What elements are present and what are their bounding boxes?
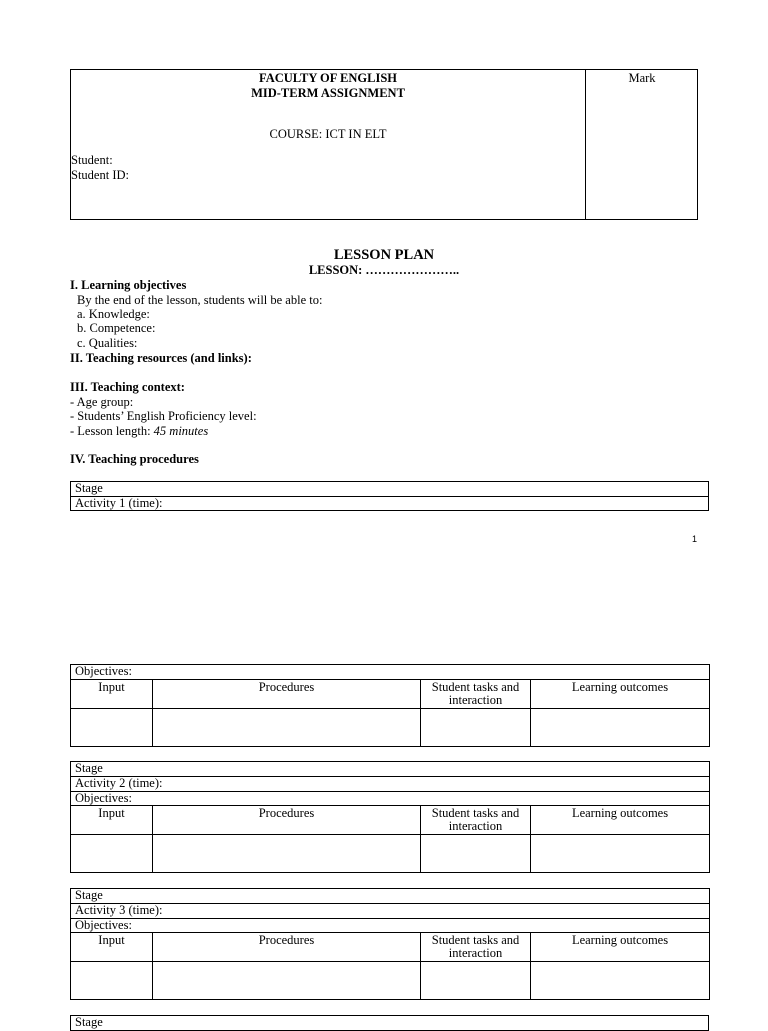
col-input: Input	[71, 806, 153, 835]
header-divider	[585, 70, 586, 219]
activity-1-label: Activity 1 (time):	[71, 497, 709, 511]
section-teaching-procedures: IV. Teaching procedures	[70, 452, 199, 466]
objective-qualities: c. Qualities:	[77, 336, 138, 350]
header-box	[70, 69, 698, 220]
lesson-plan-title: LESSON PLAN	[333, 247, 435, 263]
student-tasks-cell[interactable]	[421, 835, 531, 873]
faculty-title: FACULTY OF ENGLISH	[259, 71, 397, 85]
context-proficiency: - Students’ English Proficiency level:	[70, 409, 257, 423]
col-procedures: Procedures	[153, 933, 421, 962]
assignment-title: MID-TERM ASSIGNMENT	[251, 86, 405, 100]
stage-label: Stage	[71, 889, 710, 904]
procedures-cell[interactable]	[153, 709, 421, 747]
procedures-cell[interactable]	[153, 835, 421, 873]
stage-table-1-part-b	[70, 664, 710, 747]
learning-outcomes-cell[interactable]	[531, 962, 710, 1000]
section-learning-objectives: I. Learning objectives	[70, 278, 187, 292]
context-age-group: - Age group:	[70, 395, 134, 409]
student-tasks-cell[interactable]	[421, 962, 531, 1000]
col-student-tasks: Student tasks and interaction	[421, 680, 531, 709]
procedures-cell[interactable]	[153, 962, 421, 1000]
col-learning-outcomes: Learning outcomes	[531, 933, 710, 962]
objectives-label: Objectives:	[71, 919, 710, 933]
section-teaching-context: III. Teaching context:	[70, 380, 185, 394]
col-procedures: Procedures	[153, 680, 421, 709]
lesson-name-field: LESSON: …………………..	[308, 263, 460, 277]
activity-2-label: Activity 2 (time):	[71, 777, 710, 792]
objective-knowledge: a. Knowledge:	[77, 307, 150, 321]
col-learning-outcomes: Learning outcomes	[531, 680, 710, 709]
stage-table-4	[70, 1015, 709, 1031]
student-tasks-cell[interactable]	[421, 709, 531, 747]
input-cell[interactable]	[71, 962, 153, 1000]
page-number: 1	[692, 534, 698, 544]
activity-3-label: Activity 3 (time):	[71, 904, 710, 919]
input-cell[interactable]	[71, 709, 153, 747]
stage-table-1-part-a	[70, 481, 709, 511]
lesson-length-label: - Lesson length:	[70, 424, 154, 438]
mark-label: Mark	[628, 71, 656, 85]
stage-label: Stage	[71, 1016, 709, 1031]
col-student-tasks: Student tasks and interaction	[421, 933, 531, 962]
stage-label: Stage	[71, 762, 710, 777]
col-input: Input	[71, 680, 153, 709]
col-student-tasks: Student tasks and interaction	[421, 806, 531, 835]
context-lesson-length	[70, 424, 208, 439]
input-cell[interactable]	[71, 835, 153, 873]
course-title: COURSE: ICT IN ELT	[269, 127, 387, 141]
objectives-label: Objectives:	[71, 665, 710, 680]
student-field: Student:	[71, 153, 113, 167]
objective-competence: b. Competence:	[77, 321, 156, 335]
learning-outcomes-cell[interactable]	[531, 709, 710, 747]
learning-outcomes-cell[interactable]	[531, 835, 710, 873]
col-learning-outcomes: Learning outcomes	[531, 806, 710, 835]
student-id-field: Student ID:	[71, 168, 129, 182]
lesson-length-value: 45 minutes	[153, 424, 209, 438]
objectives-intro: By the end of the lesson, students will be able to:	[77, 293, 323, 307]
stage-table-2	[70, 761, 710, 873]
objectives-label: Objectives:	[71, 792, 710, 806]
stage-label: Stage	[71, 482, 709, 497]
section-teaching-resources: II. Teaching resources (and links):	[70, 351, 252, 365]
col-procedures: Procedures	[153, 806, 421, 835]
stage-table-3	[70, 888, 710, 1000]
col-input: Input	[71, 933, 153, 962]
